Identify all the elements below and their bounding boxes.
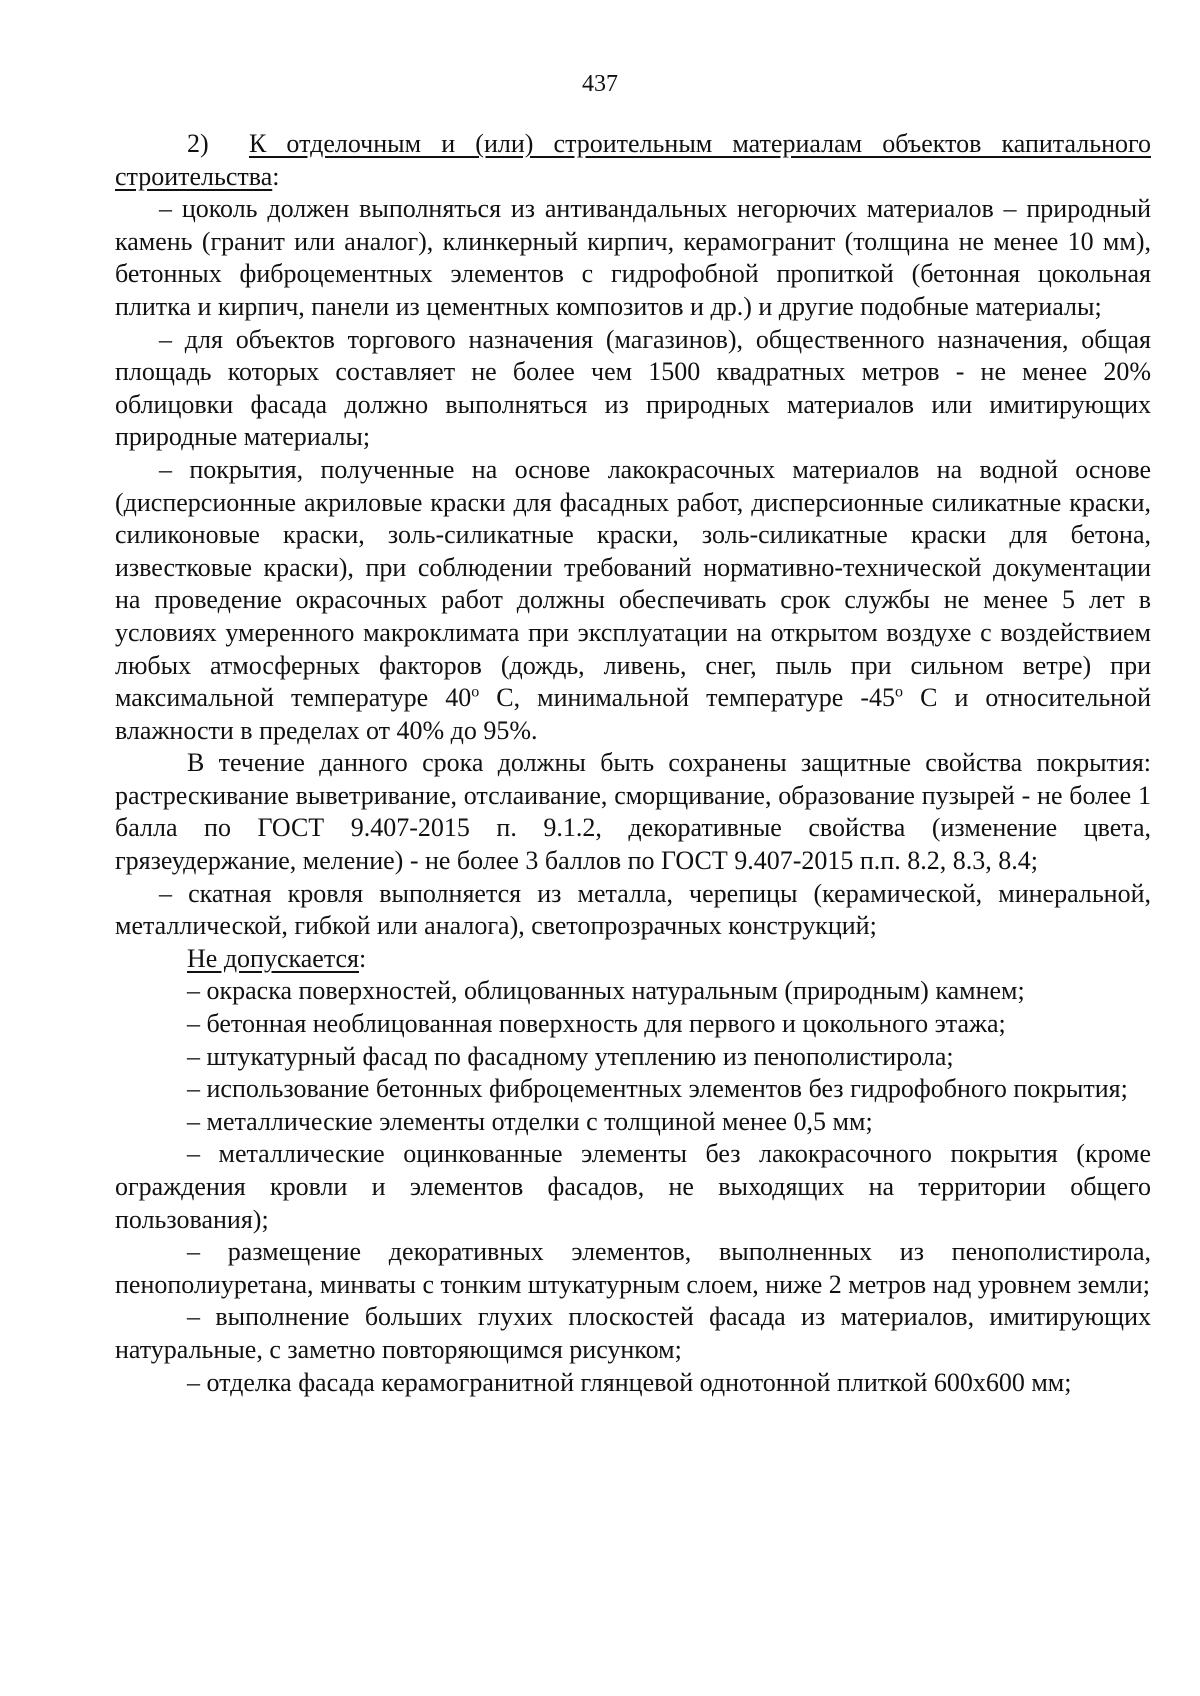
not-allowed-item: – бетонная необлицованная поверхность для первого и цокольного этажа; <box>187 1009 1006 1039</box>
section-heading <box>115 128 1151 193</box>
not-allowed-colon: : <box>359 943 367 973</box>
not-allowed-item: – использование бетонных фиброцементных элементов без гидрофобного покрытия; <box>187 1074 1128 1104</box>
degree-sign: o <box>471 683 480 701</box>
not-allowed-item: – штукатурный фасад по фасадному утеплению из пенополистирола; <box>187 1041 954 1071</box>
not-allowed-item: – окраска поверхностей, облицованных натуральным (природным) камнем; <box>187 976 1025 1006</box>
heading-colon: : <box>272 161 280 191</box>
document-body <box>115 128 1151 1399</box>
list-item-coatings <box>115 454 1151 747</box>
page-number: 437 <box>582 71 618 97</box>
not-allowed-item: – размещение декоративных элементов, выполненных из пенополистирола, пенополиуретана, минваты с тонким штукатурным слоем, ниже 2 метров над уровнем земли; <box>115 1237 1151 1299</box>
heading-title: К отделочным и (или) строительным материалам объектов капитального строительства <box>115 129 1151 191</box>
not-allowed-item: – отделка фасада керамогранитной глянцевой однотонной плиткой 600х600 мм; <box>187 1367 1072 1397</box>
not-allowed-title: Не допускается <box>187 943 359 973</box>
coatings-text-1: – покрытия, полученные на основе лакокрасочных материалов на водной основе (дисперсионные акриловые краски для фасадных работ, дисперсионные силикатные краски, силиконовые краски, золь-силикатные краски, золь-силикатные краски для бетона, известковые краски), при соблюдении требований нормативно-технической документации на проведение окрасочных работ должны обеспечивать срок службы не менее 5 лет в условиях умеренного макроклимата при эксплуатации на открытом воздухе с воздействием любых атмосферных факторов (дождь, ливень, снег, пыль при сильном ветре) при максимальной температуре 40 <box>115 454 1151 713</box>
not-allowed-heading <box>115 943 1151 976</box>
term-paragraph: В течение данного срока должны быть сохранены защитные свойства покрытия: растрескивание выветривание, отслаивание, сморщивание, образование пузырей - не более 1 балла по ГОСТ 9.407-2015 п. 9.1.2, декоративные свойства (изменение цвета, грязеудержание, меление) - не более 3 баллов по ГОСТ 9.407-2015 п.п. 8.2, 8.3, 8.4; <box>115 748 1151 876</box>
coatings-text-2: С, минимальной температуре -45 <box>479 683 896 713</box>
not-allowed-item: – металлические элементы отделки с толщиной менее 0,5 мм; <box>187 1106 873 1136</box>
coatings-text-3: С и относительной влажности в пределах от 40% до 95%. <box>115 683 1151 745</box>
not-allowed-item: – выполнение больших глухих плоскостей фасада из материалов, имитирующих натуральные, с заметно повторяющимся рисунком; <box>115 1302 1151 1364</box>
list-item-plinth: – цоколь должен выполняться из антивандальных негорючих материалов – природный камень (гранит или аналог), клинкерный кирпич, керамогранит (толщина не менее 10 мм), бетонных фиброцементных элементов с гидрофобной пропиткой (бетонная цокольная плитка и кирпич, панели из цементных композитов и др.) и другие подобные материалы; <box>115 194 1151 321</box>
not-allowed-item: – металлические оцинкованные элементы без лакокрасочного покрытия (кроме ограждения кровли и элементов фасадов, не выходящих на территории общего пользования); <box>115 1139 1151 1234</box>
degree-sign: o <box>895 683 904 701</box>
list-item-roof: – скатная кровля выполняется из металла, черепицы (керамической, минеральной, металлической, гибкой или аналога), светопрозрачных конструкций; <box>115 878 1151 941</box>
heading-number: 2) <box>187 129 209 158</box>
list-item-commercial-facade: – для объектов торгового назначения (магазинов), общественного назначения, общая площадь которых составляет не более чем 1500 квадратных метров - не менее 20% облицовки фасада должно выполняться из природных материалов или имитирующих природные материалы; <box>115 324 1151 452</box>
